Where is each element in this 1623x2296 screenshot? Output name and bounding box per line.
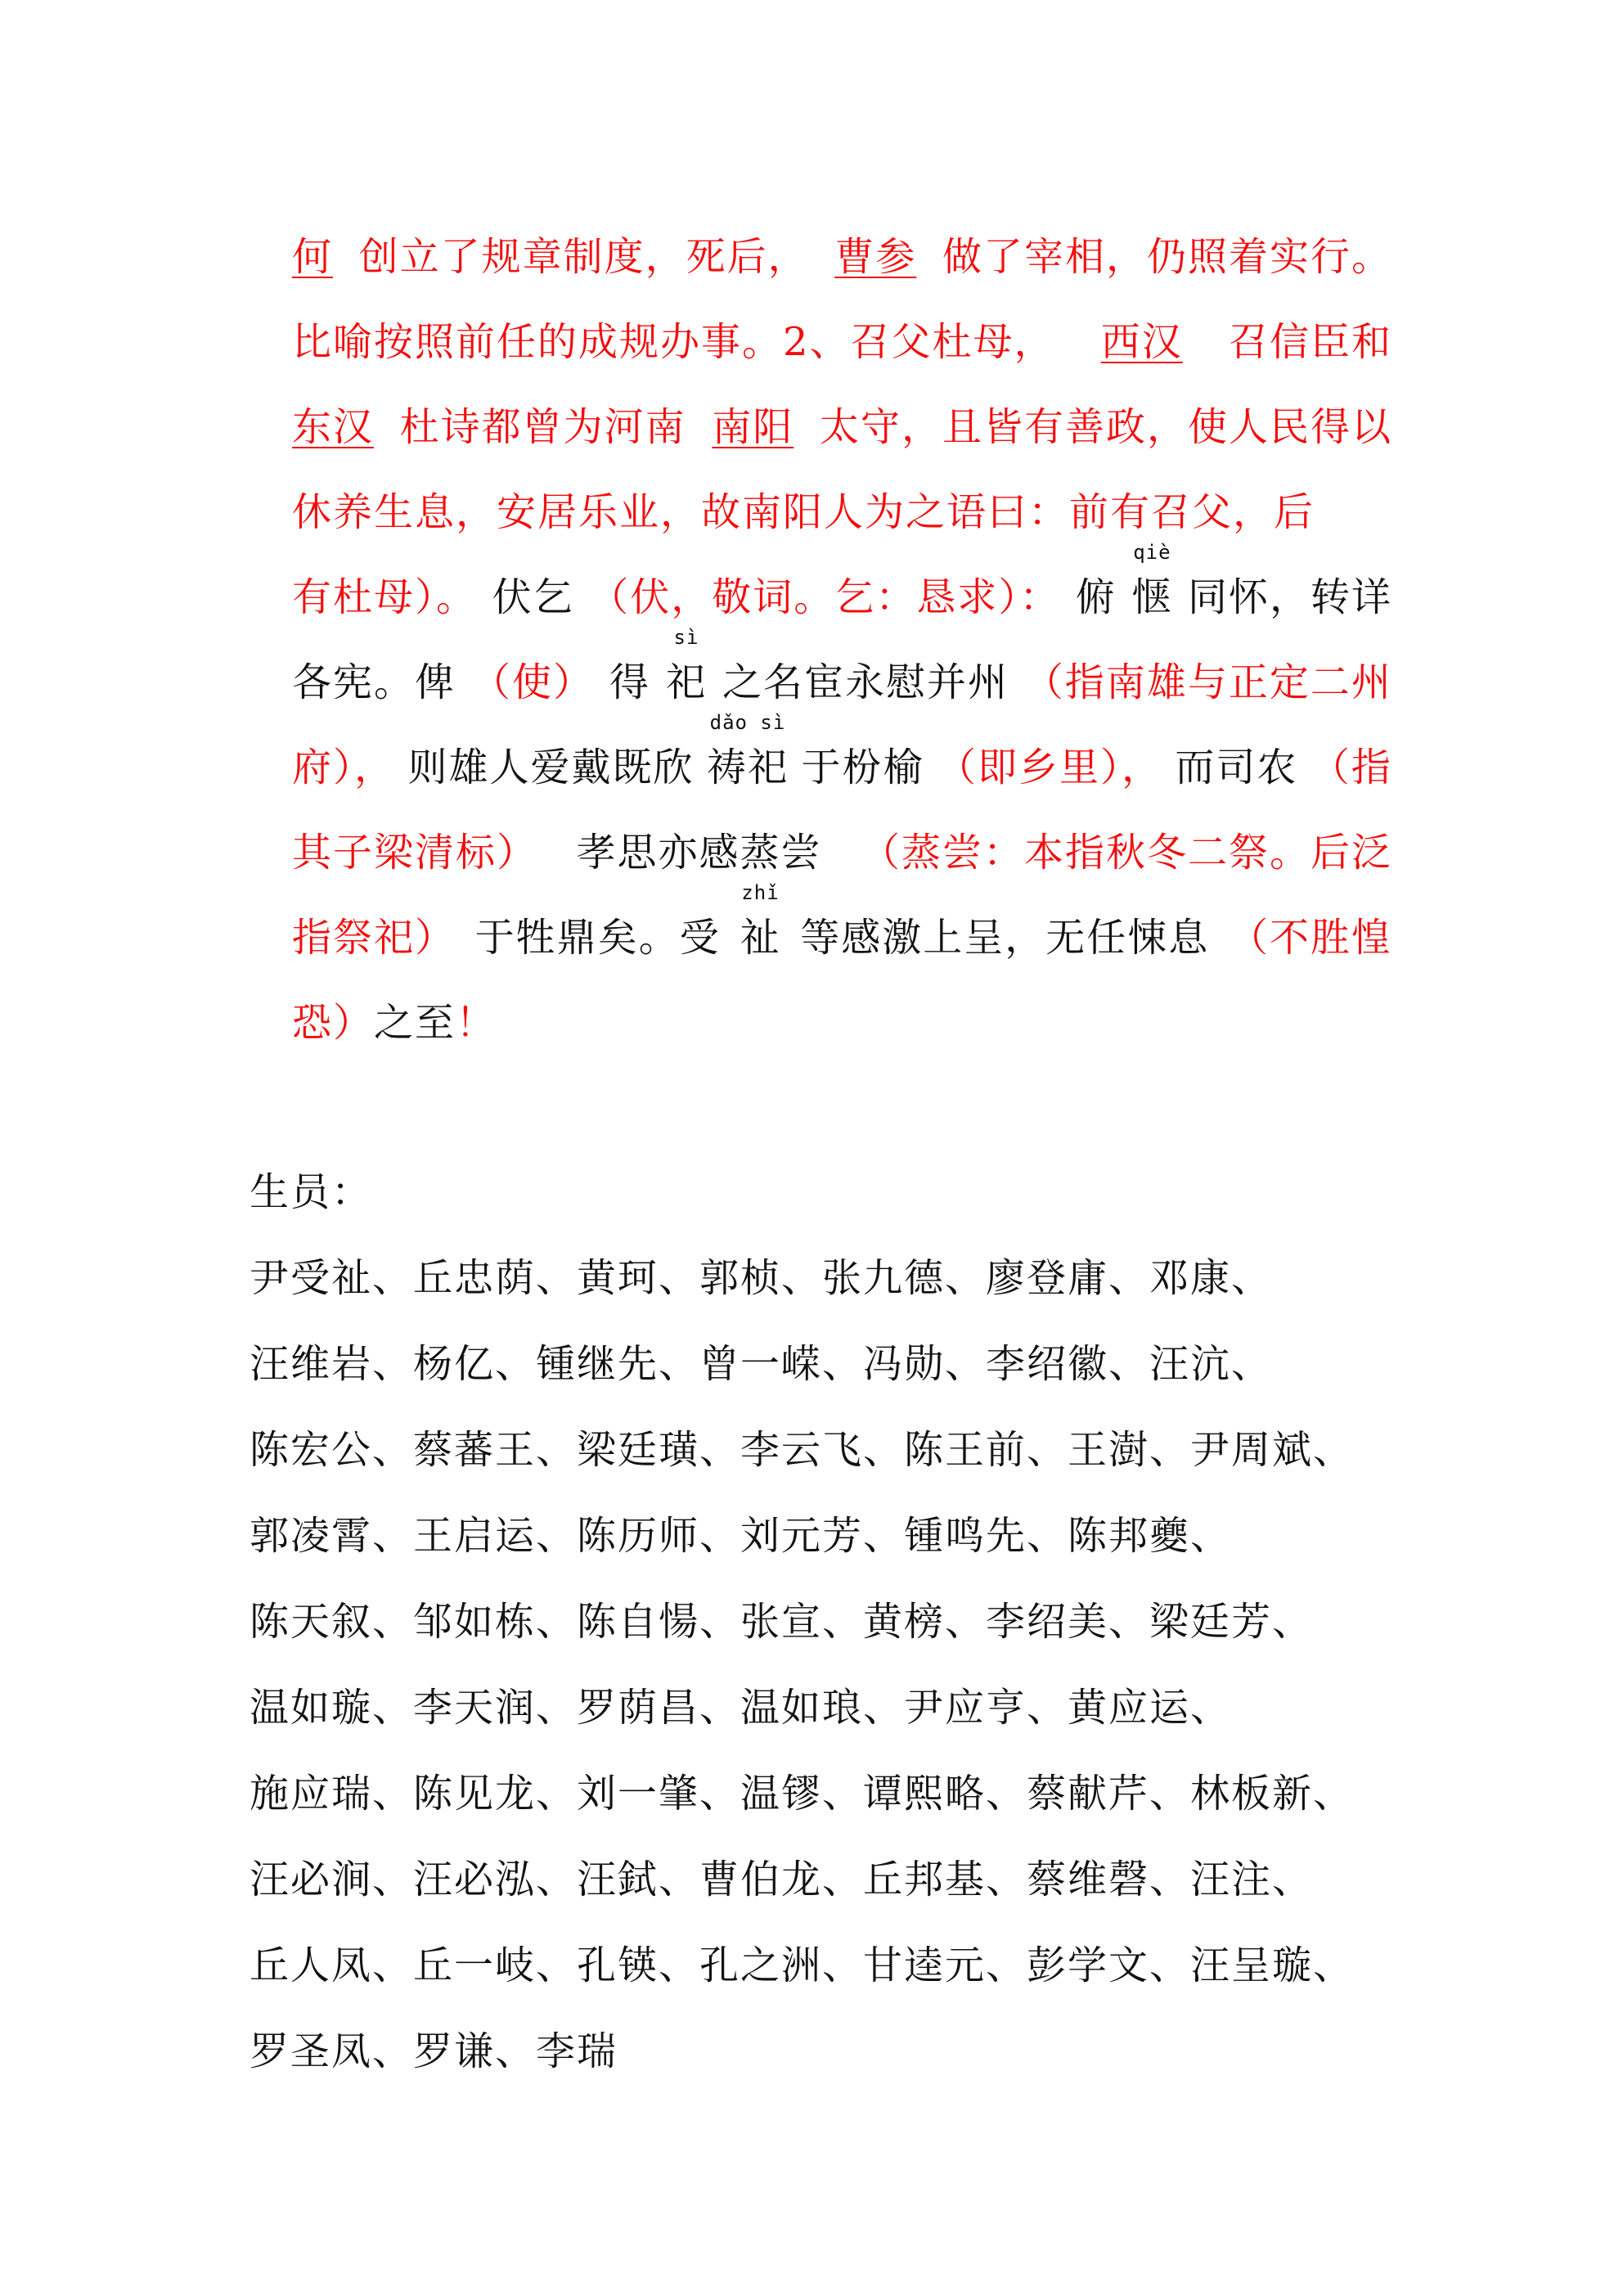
annotation-text: 创立了规章制度，死后， (358, 234, 809, 280)
text-line (292, 792, 1392, 877)
student-names-row: 陈宏公、蔡蕃王、梁廷璜、李云飞、陈王前、王澍、尹周斌、 (250, 1427, 1355, 1473)
original-text: 之至 (374, 1000, 456, 1046)
student-names-row: 温如璇、李天润、罗荫昌、温如琅、尹应亨、黄应运、 (250, 1685, 1232, 1731)
annotation-text: 太守，且皆有善政，使人民得以 (819, 404, 1392, 450)
student-names-row: 尹受祉、丘忠荫、黄珂、郭桢、张九德、廖登庸、邓康、 (250, 1255, 1273, 1301)
original-text: 伏乞 (492, 574, 574, 620)
annotation-text: 西汉 (1100, 319, 1183, 365)
pinyin-annotation: sì (673, 626, 699, 649)
glossed-character (1131, 541, 1173, 622)
original-text: 各宪。俾 (292, 660, 456, 705)
original-text: 得 (609, 660, 650, 705)
annotation-text: 曹参 (834, 234, 917, 280)
student-names-row: 罗圣凤、罗谦、李瑞 (250, 2028, 618, 2074)
students-list (250, 1231, 1391, 2091)
annotation-text: 做了宰相，仍照着实行。 (942, 234, 1392, 280)
annotation-text: 南阳 (712, 404, 794, 450)
original-text: 孝思亦感蒸尝 (576, 830, 822, 876)
pinyin-annotation: dǎo sì (709, 711, 786, 734)
text-line (292, 452, 1392, 537)
text-line (292, 196, 1392, 281)
annotation-text: 比喻按照前任的成规办事。2、召父杜母， (292, 319, 1055, 365)
pinyin-annotation: zhǐ (741, 881, 780, 904)
original-text: 于牲鼎矣。受 (474, 915, 721, 961)
text-line (292, 962, 1392, 1047)
pinyin-annotation: qiè (1133, 541, 1171, 564)
student-names-row: 汪维岩、杨亿、锺继先、曾一嵘、冯勋、李绍徽、汪沆、 (250, 1341, 1273, 1387)
annotation-text: ！ (456, 1000, 497, 1046)
text-line (292, 367, 1392, 452)
annotation-text: （使） (470, 660, 594, 705)
glossed-character (740, 881, 781, 962)
annotated-memorial-text (292, 196, 1392, 1047)
student-names-row: 陈天叙、邹如栋、陈自愓、张宣、黄榜、李绍美、梁廷芳、 (250, 1599, 1314, 1645)
annotation-text: （伏，敬词。乞：恳求）： (589, 574, 1061, 620)
annotation-text: 恐） (292, 1000, 375, 1046)
student-names-row: 施应瑞、陈见龙、刘一肇、温镠、谭熙略、蔡献芹、林板新、 (250, 1771, 1355, 1817)
annotation-text: 何 (292, 234, 334, 280)
annotation-text: 东汉 (292, 404, 375, 450)
annotation-text: 府）， (292, 745, 396, 790)
original-text: 之名宦永慰并州 (722, 660, 1009, 705)
glossed-character (665, 626, 707, 707)
annotation-text: 休养生息，安居乐业，故南阳人为之语曰：前有召父，后 (292, 489, 1315, 535)
annotation-text: （指 (1310, 745, 1392, 790)
annotation-text: （指南雄与正定二州 (1023, 660, 1392, 705)
annotation-text: 指祭祀） (292, 915, 456, 961)
original-text: 等感激上呈，无任悚息 (800, 915, 1210, 961)
text-line (292, 622, 1392, 707)
student-names-row: 丘人凤、丘一岐、孔锳、孔之洲、甘逵元、彭学文、汪呈璇、 (250, 1943, 1355, 1988)
annotation-text: 召信臣和 (1228, 319, 1392, 365)
annotation-text: （不胜惶 (1228, 915, 1392, 961)
original-text: 而司农 (1175, 745, 1298, 790)
student-names-row: 汪必涧、汪必泓、汪鉽、曹伯龙、丘邦基、蔡维磬、汪注、 (250, 1857, 1314, 1902)
annotation-text: 杜诗都曾为河南 (399, 404, 686, 450)
annotation-text: 有杜母）。 (292, 574, 478, 620)
glossed-text: 惬 (1131, 574, 1173, 620)
annotation-text: （蒸尝：本指秋冬二祭。后泛 (860, 830, 1392, 876)
glossed-character (706, 711, 789, 792)
glossed-text: 祀 (665, 660, 707, 705)
annotation-text: 其子梁清标） (292, 830, 538, 876)
student-names-row: 郭凌霄、王启运、陈历师、刘元芳、锺鸣先、陈邦夔、 (250, 1513, 1232, 1559)
original-text: 同怀，转详 (1187, 574, 1392, 620)
original-text: 于枌榆 (801, 745, 924, 790)
text-line (292, 707, 1392, 792)
original-text: 则雄人爱戴既欣 (407, 745, 695, 790)
glossed-text: 祷祀 (706, 745, 789, 790)
text-line (292, 537, 1392, 622)
text-line (292, 877, 1392, 962)
original-text: 俯 (1075, 574, 1117, 620)
students-label: 生员： (250, 1169, 373, 1215)
annotation-text: （即乡里）， (936, 745, 1162, 790)
glossed-text: 祉 (740, 915, 781, 961)
text-line (292, 281, 1392, 367)
